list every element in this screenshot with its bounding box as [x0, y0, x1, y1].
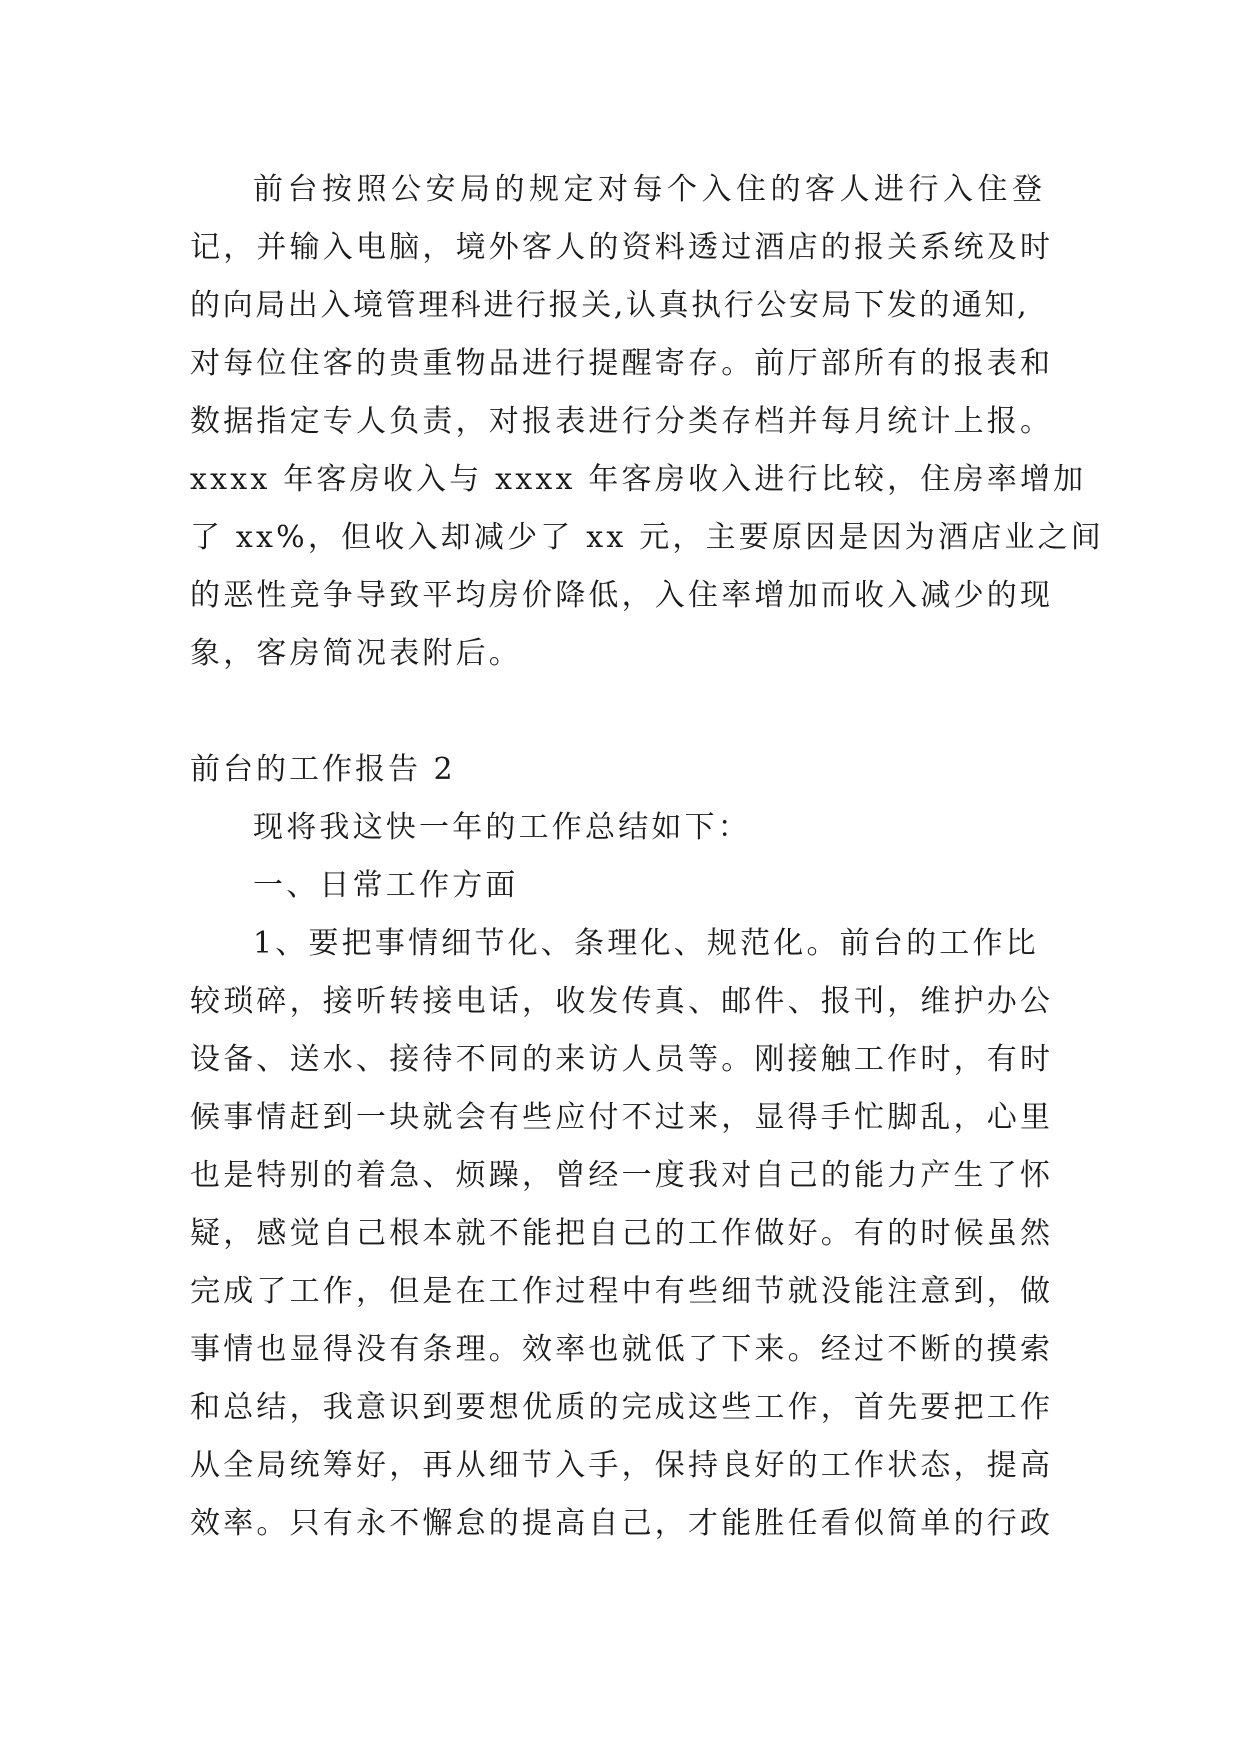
item1-line-1: 1、要把事情细节化、条理化、规范化。前台的工作比 — [253, 926, 1039, 961]
section2-intro: 现将我这快一年的工作总结如下： — [253, 810, 751, 845]
paragraph1-line-1: 前台按照公安局的规定对每个入住的客人进行入住登 — [253, 172, 1047, 207]
paragraph1-line-7: 了 xx%，但收入却减少了 xx 元，主要原因是因为酒店业之间 — [190, 520, 1104, 555]
section2-title: 前台的工作报告 2 — [190, 752, 456, 787]
paragraph1-line-6: xxxx 年客房收入与 xxxx 年客房收入进行比较，住房率增加 — [190, 462, 1087, 497]
section2-subheading: 一、日常工作方面 — [253, 868, 519, 903]
item1-line-5: 也是特别的着急、烦躁，曾经一度我对自己的能力产生了怀 — [190, 1158, 1054, 1193]
item1-line-10: 从全局统筹好，再从细节入手，保持良好的工作状态，提高 — [190, 1448, 1054, 1483]
item1-line-9: 和总结，我意识到要想优质的完成这些工作，首先要把工作 — [190, 1390, 1054, 1425]
paragraph1-line-4: 对每位住客的贵重物品进行提醒寄存。前厅部所有的报表和 — [190, 346, 1054, 381]
paragraph1-line-3: 的向局出入境管理科进行报关,认真执行公安局下发的通知, — [190, 288, 1030, 323]
item1-line-7: 完成了工作，但是在工作过程中有些细节就没能注意到，做 — [190, 1274, 1054, 1309]
paragraph1-line-9: 象，客房简况表附后。 — [190, 636, 522, 671]
item1-line-8: 事情也显得没有条理。效率也就低了下来。经过不断的摸索 — [190, 1332, 1054, 1367]
paragraph1-line-8: 的恶性竞争导致平均房价降低，入住率增加而收入减少的现 — [190, 578, 1054, 613]
item1-line-3: 设备、送水、接待不同的来访人员等。刚接触工作时，有时 — [190, 1042, 1054, 1077]
item1-line-6: 疑，感觉自己根本就不能把自己的工作做好。有的时候虽然 — [190, 1216, 1054, 1251]
item1-line-11: 效率。只有永不懈怠的提高自己，才能胜任看似简单的行政 — [190, 1506, 1054, 1541]
paragraph1-line-2: 记，并输入电脑，境外客人的资料透过酒店的报关系统及时 — [190, 230, 1054, 265]
item1-line-2: 较琐碎，接听转接电话，收发传真、邮件、报刊，维护办公 — [190, 984, 1054, 1019]
paragraph1-line-5: 数据指定专人负责，对报表进行分类存档并每月统计上报。 — [190, 404, 1054, 439]
item1-line-4: 候事情赶到一块就会有些应付不过来，显得手忙脚乱，心里 — [190, 1100, 1054, 1135]
